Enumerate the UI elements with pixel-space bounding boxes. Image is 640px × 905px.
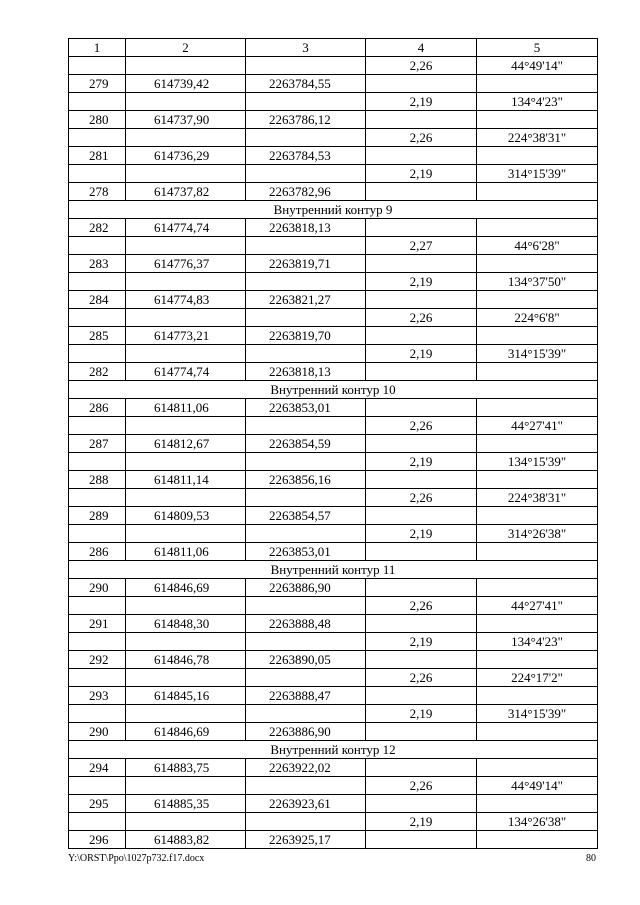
- x-coordinate: 614776,37: [126, 255, 246, 273]
- point-row: [69, 255, 598, 273]
- empty-cell: [246, 705, 366, 723]
- point-row: [69, 759, 598, 777]
- segment-distance: 2,26: [366, 777, 477, 795]
- empty-cell: [366, 687, 477, 705]
- point-row: [69, 147, 598, 165]
- empty-cell: [366, 615, 477, 633]
- empty-cell: [246, 237, 366, 255]
- point-number: 278: [69, 183, 126, 201]
- y-coordinate: 2263888,47: [246, 687, 366, 705]
- segment-angle: 134°26'38": [477, 813, 598, 831]
- point-row: [69, 507, 598, 525]
- segment-row: [69, 417, 598, 435]
- table-header-row: [69, 39, 598, 57]
- empty-cell: [69, 777, 126, 795]
- y-coordinate: 2263922,02: [246, 759, 366, 777]
- x-coordinate: 614848,30: [126, 615, 246, 633]
- empty-cell: [126, 597, 246, 615]
- empty-cell: [477, 615, 598, 633]
- section-label: Внутренний контур 9: [69, 201, 598, 219]
- segment-distance: 2,19: [366, 273, 477, 291]
- empty-cell: [69, 345, 126, 363]
- point-row: [69, 471, 598, 489]
- empty-cell: [477, 435, 598, 453]
- segment-row: [69, 93, 598, 111]
- segment-row: [69, 705, 598, 723]
- empty-cell: [69, 93, 126, 111]
- empty-cell: [126, 453, 246, 471]
- segment-angle: 134°4'23": [477, 633, 598, 651]
- point-row: [69, 435, 598, 453]
- point-number: 290: [69, 579, 126, 597]
- point-number: 281: [69, 147, 126, 165]
- segment-row: [69, 237, 598, 255]
- empty-cell: [366, 543, 477, 561]
- footer-page-number: 80: [586, 853, 596, 864]
- empty-cell: [366, 327, 477, 345]
- empty-cell: [69, 57, 126, 75]
- segment-row: [69, 273, 598, 291]
- empty-cell: [126, 273, 246, 291]
- empty-cell: [477, 543, 598, 561]
- empty-cell: [69, 453, 126, 471]
- segment-distance: 2,26: [366, 309, 477, 327]
- section-label: Внутренний контур 11: [69, 561, 598, 579]
- empty-cell: [69, 705, 126, 723]
- footer-file-path: Y:\ORST\Ppo\1027p732.f17.docx: [68, 853, 205, 864]
- empty-cell: [126, 633, 246, 651]
- y-coordinate: 2263925,17: [246, 831, 366, 849]
- y-coordinate: 2263819,70: [246, 327, 366, 345]
- empty-cell: [246, 669, 366, 687]
- segment-angle: 314°15'39": [477, 165, 598, 183]
- empty-cell: [477, 111, 598, 129]
- segment-angle: 134°15'39": [477, 453, 598, 471]
- empty-cell: [246, 453, 366, 471]
- column-header-5: 5: [477, 39, 598, 57]
- empty-cell: [246, 525, 366, 543]
- x-coordinate: 614773,21: [126, 327, 246, 345]
- y-coordinate: 2263886,90: [246, 723, 366, 741]
- y-coordinate: 2263786,12: [246, 111, 366, 129]
- y-coordinate: 2263853,01: [246, 399, 366, 417]
- empty-cell: [246, 309, 366, 327]
- empty-cell: [477, 147, 598, 165]
- empty-cell: [477, 399, 598, 417]
- empty-cell: [246, 273, 366, 291]
- x-coordinate: 614883,75: [126, 759, 246, 777]
- point-row: [69, 687, 598, 705]
- segment-angle: 224°6'8": [477, 309, 598, 327]
- segment-distance: 2,19: [366, 525, 477, 543]
- empty-cell: [366, 507, 477, 525]
- empty-cell: [366, 147, 477, 165]
- segment-row: [69, 777, 598, 795]
- point-number: 292: [69, 651, 126, 669]
- empty-cell: [69, 813, 126, 831]
- point-row: [69, 183, 598, 201]
- segment-distance: 2,19: [366, 345, 477, 363]
- empty-cell: [246, 165, 366, 183]
- segment-row: [69, 525, 598, 543]
- empty-cell: [366, 399, 477, 417]
- segment-row: [69, 345, 598, 363]
- empty-cell: [366, 795, 477, 813]
- empty-cell: [69, 309, 126, 327]
- section-label: Внутренний контур 12: [69, 741, 598, 759]
- segment-row: [69, 489, 598, 507]
- empty-cell: [366, 759, 477, 777]
- empty-cell: [69, 669, 126, 687]
- empty-cell: [366, 579, 477, 597]
- segment-distance: 2,26: [366, 597, 477, 615]
- x-coordinate: 614736,29: [126, 147, 246, 165]
- point-number: 288: [69, 471, 126, 489]
- segment-distance: 2,19: [366, 633, 477, 651]
- segment-distance: 2,26: [366, 417, 477, 435]
- point-number: 286: [69, 399, 126, 417]
- point-number: 282: [69, 219, 126, 237]
- column-header-1: 1: [69, 39, 126, 57]
- point-number: 291: [69, 615, 126, 633]
- point-row: [69, 219, 598, 237]
- x-coordinate: 614737,90: [126, 111, 246, 129]
- empty-cell: [126, 309, 246, 327]
- y-coordinate: 2263888,48: [246, 615, 366, 633]
- point-number: 285: [69, 327, 126, 345]
- column-header-2: 2: [126, 39, 246, 57]
- empty-cell: [366, 183, 477, 201]
- empty-cell: [366, 651, 477, 669]
- section-label: Внутренний контур 10: [69, 381, 598, 399]
- empty-cell: [477, 183, 598, 201]
- empty-cell: [69, 417, 126, 435]
- empty-cell: [477, 219, 598, 237]
- segment-angle: 134°37'50": [477, 273, 598, 291]
- segment-angle: 314°15'39": [477, 705, 598, 723]
- empty-cell: [477, 831, 598, 849]
- empty-cell: [126, 237, 246, 255]
- section-row: [69, 201, 598, 219]
- y-coordinate: 2263821,27: [246, 291, 366, 309]
- empty-cell: [246, 129, 366, 147]
- point-number: 280: [69, 111, 126, 129]
- y-coordinate: 2263819,71: [246, 255, 366, 273]
- segment-row: [69, 597, 598, 615]
- y-coordinate: 2263854,57: [246, 507, 366, 525]
- segment-angle: 44°49'14": [477, 777, 598, 795]
- segment-distance: 2,26: [366, 129, 477, 147]
- empty-cell: [477, 75, 598, 93]
- x-coordinate: 614812,67: [126, 435, 246, 453]
- segment-distance: 2,26: [366, 57, 477, 75]
- empty-cell: [477, 471, 598, 489]
- empty-cell: [246, 489, 366, 507]
- segment-row: [69, 309, 598, 327]
- point-row: [69, 75, 598, 93]
- x-coordinate: 614811,06: [126, 543, 246, 561]
- x-coordinate: 614846,69: [126, 579, 246, 597]
- segment-row: [69, 165, 598, 183]
- empty-cell: [246, 345, 366, 363]
- y-coordinate: 2263854,59: [246, 435, 366, 453]
- x-coordinate: 614811,14: [126, 471, 246, 489]
- segment-row: [69, 453, 598, 471]
- empty-cell: [246, 597, 366, 615]
- empty-cell: [69, 237, 126, 255]
- empty-cell: [126, 93, 246, 111]
- point-row: [69, 615, 598, 633]
- empty-cell: [69, 165, 126, 183]
- segment-angle: 44°49'14": [477, 57, 598, 75]
- empty-cell: [126, 489, 246, 507]
- x-coordinate: 614885,35: [126, 795, 246, 813]
- empty-cell: [69, 489, 126, 507]
- point-row: [69, 543, 598, 561]
- empty-cell: [477, 759, 598, 777]
- segment-angle: 224°17'2": [477, 669, 598, 687]
- empty-cell: [477, 507, 598, 525]
- segment-angle: 224°38'31": [477, 489, 598, 507]
- point-number: 286: [69, 543, 126, 561]
- empty-cell: [126, 669, 246, 687]
- segment-distance: 2,26: [366, 669, 477, 687]
- x-coordinate: 614774,74: [126, 219, 246, 237]
- point-row: [69, 399, 598, 417]
- point-row: [69, 831, 598, 849]
- empty-cell: [126, 129, 246, 147]
- empty-cell: [69, 129, 126, 147]
- empty-cell: [126, 165, 246, 183]
- point-row: [69, 651, 598, 669]
- y-coordinate: 2263923,61: [246, 795, 366, 813]
- empty-cell: [126, 525, 246, 543]
- y-coordinate: 2263853,01: [246, 543, 366, 561]
- segment-angle: 314°26'38": [477, 525, 598, 543]
- point-number: 284: [69, 291, 126, 309]
- empty-cell: [366, 291, 477, 309]
- x-coordinate: 614883,82: [126, 831, 246, 849]
- segment-distance: 2,26: [366, 489, 477, 507]
- empty-cell: [69, 633, 126, 651]
- x-coordinate: 614809,53: [126, 507, 246, 525]
- empty-cell: [477, 579, 598, 597]
- empty-cell: [246, 57, 366, 75]
- y-coordinate: 2263782,96: [246, 183, 366, 201]
- segment-row: [69, 813, 598, 831]
- empty-cell: [246, 633, 366, 651]
- segment-distance: 2,19: [366, 165, 477, 183]
- x-coordinate: 614846,78: [126, 651, 246, 669]
- segment-distance: 2,19: [366, 453, 477, 471]
- empty-cell: [246, 93, 366, 111]
- empty-cell: [366, 219, 477, 237]
- point-number: 295: [69, 795, 126, 813]
- empty-cell: [126, 345, 246, 363]
- segment-row: [69, 57, 598, 75]
- y-coordinate: 2263890,05: [246, 651, 366, 669]
- column-header-3: 3: [246, 39, 366, 57]
- point-row: [69, 795, 598, 813]
- segment-angle: 44°6'28": [477, 237, 598, 255]
- empty-cell: [477, 327, 598, 345]
- segment-angle: 224°38'31": [477, 129, 598, 147]
- y-coordinate: 2263856,16: [246, 471, 366, 489]
- empty-cell: [366, 831, 477, 849]
- empty-cell: [477, 795, 598, 813]
- empty-cell: [126, 777, 246, 795]
- point-number: 282: [69, 363, 126, 381]
- y-coordinate: 2263818,13: [246, 363, 366, 381]
- empty-cell: [126, 813, 246, 831]
- point-number: 294: [69, 759, 126, 777]
- point-number: 287: [69, 435, 126, 453]
- coordinates-table-body: [69, 39, 598, 849]
- empty-cell: [477, 651, 598, 669]
- point-number: 279: [69, 75, 126, 93]
- x-coordinate: 614737,82: [126, 183, 246, 201]
- empty-cell: [126, 705, 246, 723]
- segment-row: [69, 669, 598, 687]
- empty-cell: [477, 291, 598, 309]
- y-coordinate: 2263886,90: [246, 579, 366, 597]
- coordinates-table: [68, 38, 598, 849]
- y-coordinate: 2263784,53: [246, 147, 366, 165]
- x-coordinate: 614739,42: [126, 75, 246, 93]
- empty-cell: [246, 417, 366, 435]
- empty-cell: [477, 687, 598, 705]
- segment-row: [69, 129, 598, 147]
- segment-row: [69, 633, 598, 651]
- segment-angle: 44°27'41": [477, 597, 598, 615]
- segment-distance: 2,19: [366, 93, 477, 111]
- segment-angle: 314°15'39": [477, 345, 598, 363]
- point-row: [69, 363, 598, 381]
- point-number: 293: [69, 687, 126, 705]
- empty-cell: [366, 255, 477, 273]
- empty-cell: [366, 435, 477, 453]
- empty-cell: [366, 111, 477, 129]
- segment-distance: 2,19: [366, 813, 477, 831]
- point-row: [69, 579, 598, 597]
- section-row: [69, 741, 598, 759]
- section-row: [69, 381, 598, 399]
- empty-cell: [366, 75, 477, 93]
- empty-cell: [126, 417, 246, 435]
- empty-cell: [477, 255, 598, 273]
- empty-cell: [69, 525, 126, 543]
- point-row: [69, 111, 598, 129]
- column-header-4: 4: [366, 39, 477, 57]
- segment-angle: 44°27'41": [477, 417, 598, 435]
- x-coordinate: 614845,16: [126, 687, 246, 705]
- y-coordinate: 2263784,55: [246, 75, 366, 93]
- segment-distance: 2,19: [366, 705, 477, 723]
- empty-cell: [366, 363, 477, 381]
- empty-cell: [477, 363, 598, 381]
- empty-cell: [477, 723, 598, 741]
- x-coordinate: 614846,69: [126, 723, 246, 741]
- empty-cell: [366, 471, 477, 489]
- point-number: 290: [69, 723, 126, 741]
- section-row: [69, 561, 598, 579]
- empty-cell: [69, 273, 126, 291]
- empty-cell: [246, 813, 366, 831]
- point-number: 283: [69, 255, 126, 273]
- empty-cell: [246, 777, 366, 795]
- point-row: [69, 723, 598, 741]
- segment-distance: 2,27: [366, 237, 477, 255]
- point-row: [69, 327, 598, 345]
- x-coordinate: 614811,06: [126, 399, 246, 417]
- point-number: 296: [69, 831, 126, 849]
- y-coordinate: 2263818,13: [246, 219, 366, 237]
- empty-cell: [69, 597, 126, 615]
- segment-angle: 134°4'23": [477, 93, 598, 111]
- x-coordinate: 614774,74: [126, 363, 246, 381]
- empty-cell: [126, 57, 246, 75]
- point-number: 289: [69, 507, 126, 525]
- x-coordinate: 614774,83: [126, 291, 246, 309]
- empty-cell: [366, 723, 477, 741]
- point-row: [69, 291, 598, 309]
